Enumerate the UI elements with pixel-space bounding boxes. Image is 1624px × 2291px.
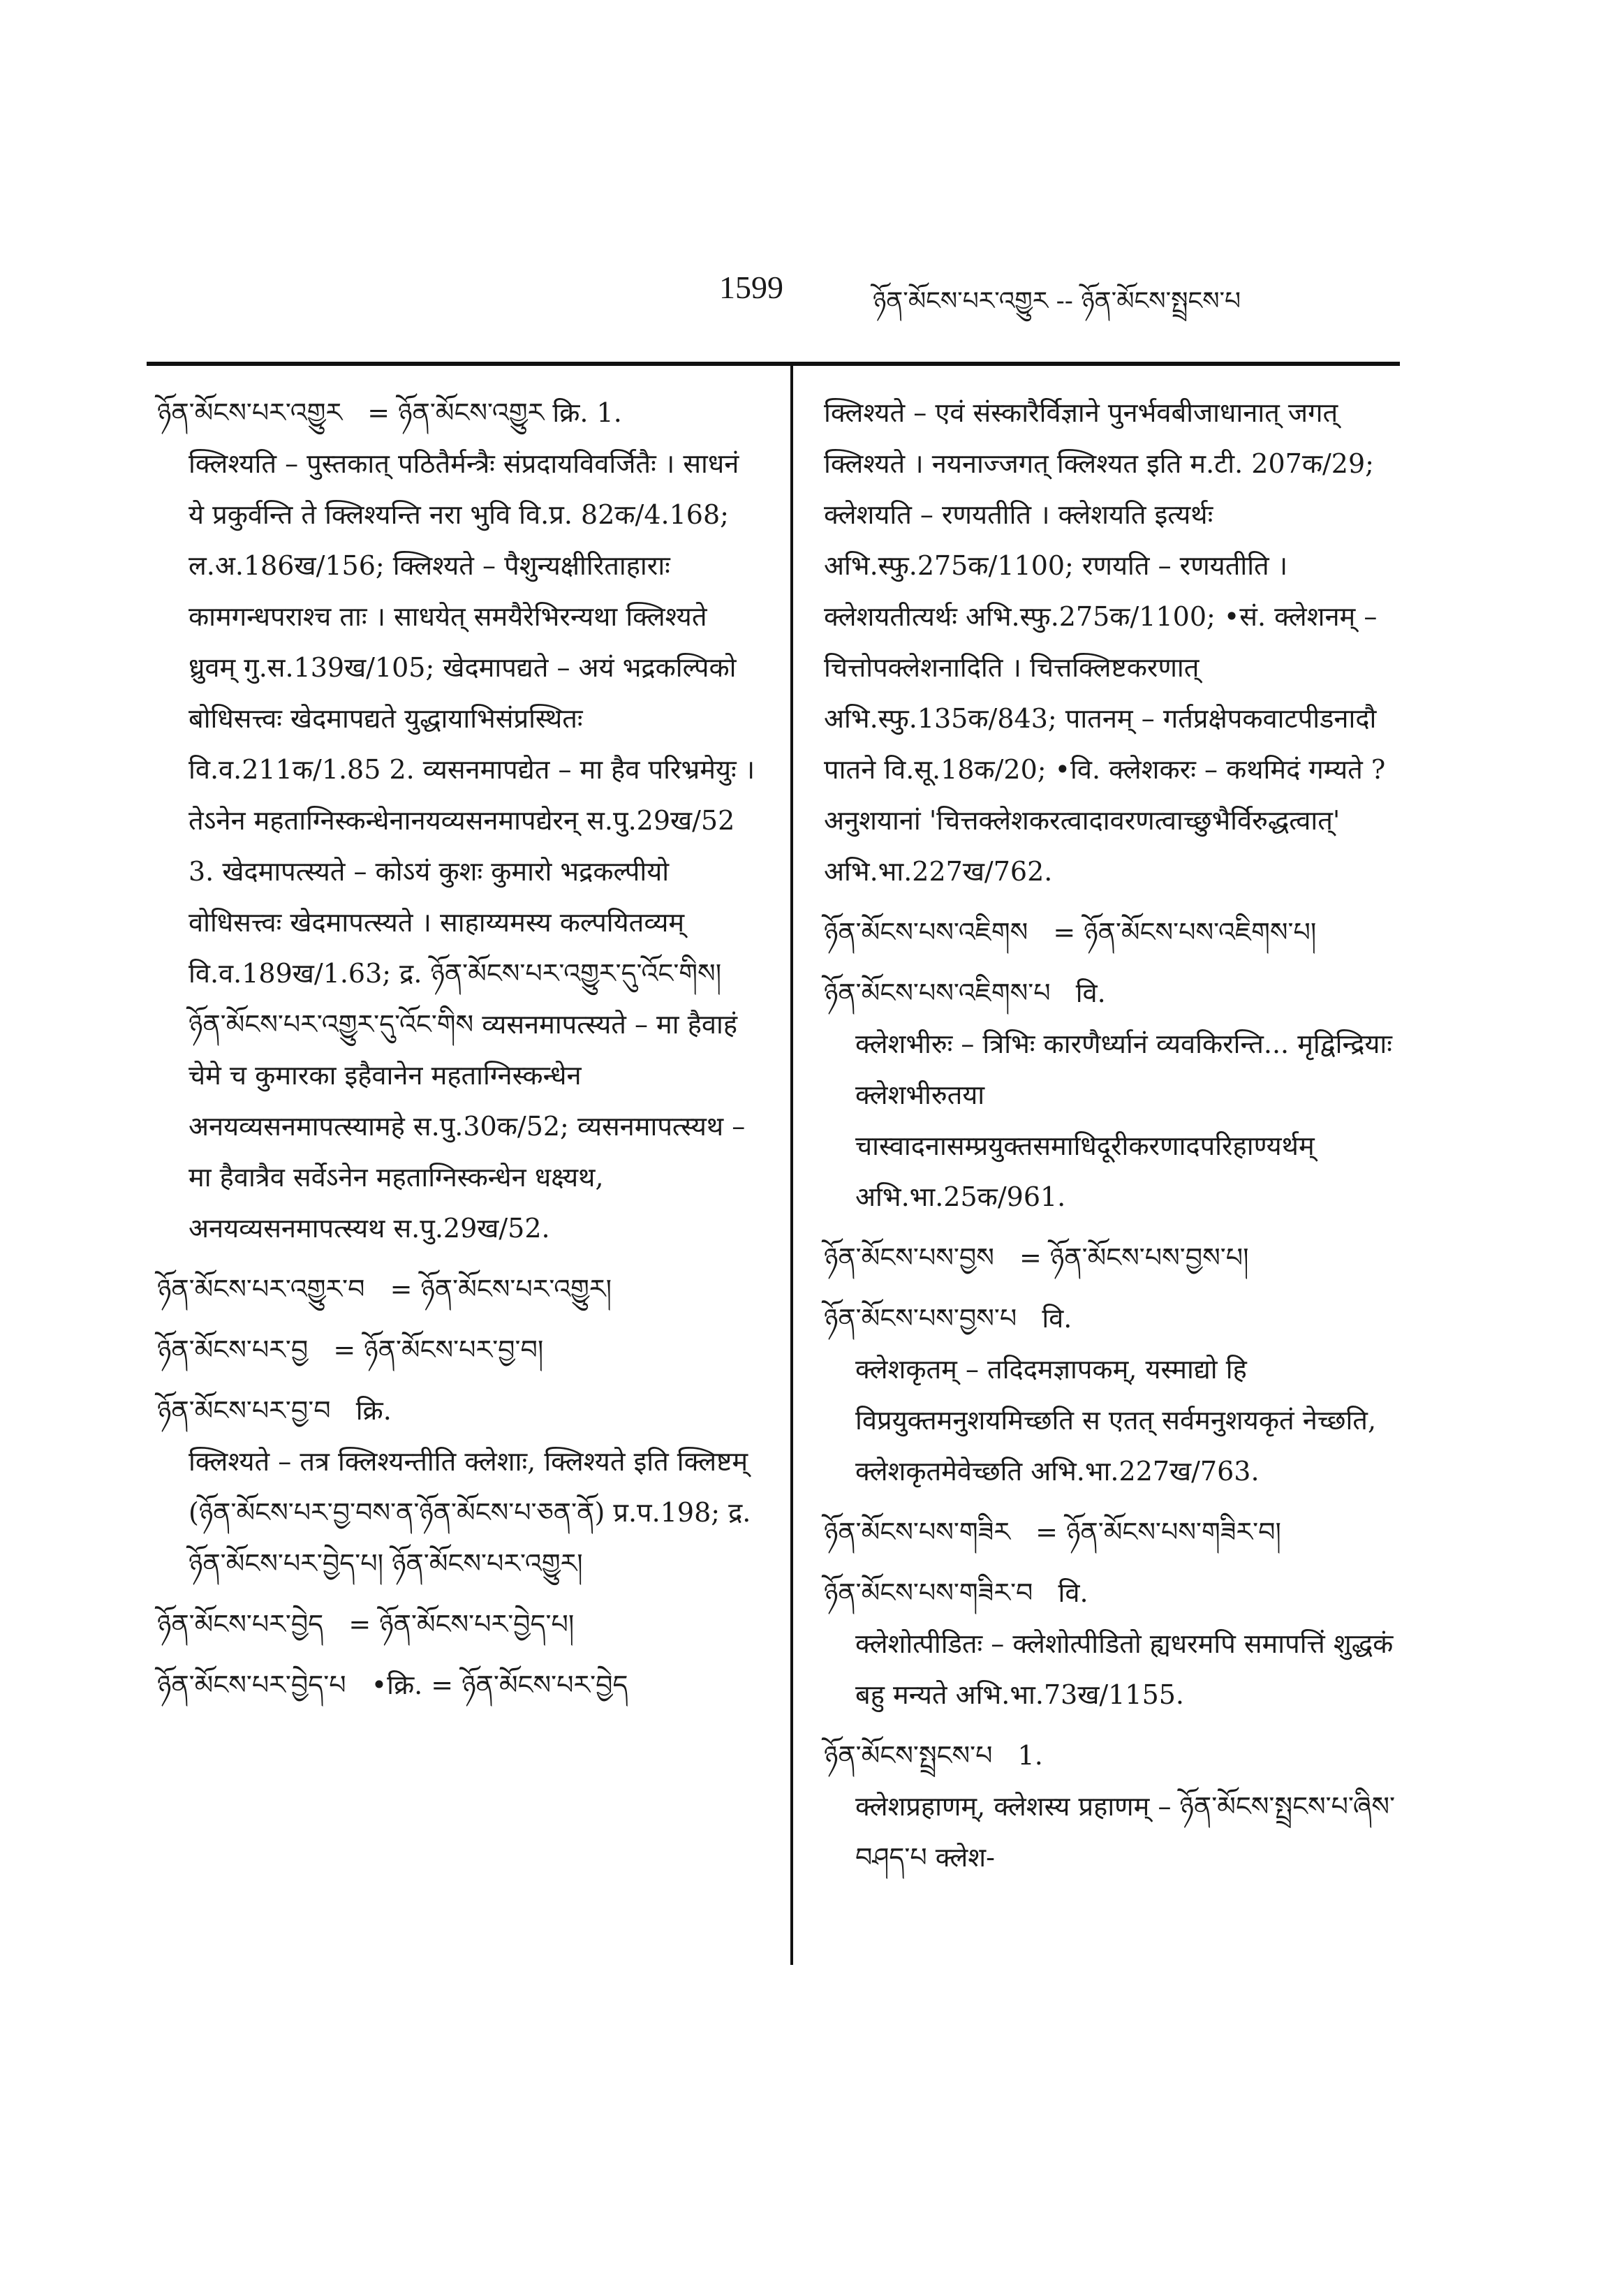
dictionary-entry (157, 1264, 758, 1315)
entry-headword: ཉོན་མོངས་པར་བྱ་བ (157, 1395, 331, 1426)
entry-gloss: क्रि. (355, 1395, 392, 1426)
subentry-text: व्यसनमापत्स्यते – मा हैवाहं चेमे च कुमारका इहैवानेन महताग्निस्कन्धेन अनयव्यसनमापत्स्यामहे स.पु.30क/52; व्यसनमापत्स्यथ – मा हैवात्रैव सर्वेऽनेन महताग्निस्कन्धेन धक्ष्यथ, अनयव्यसनमापत्स्यथ स.पु.29ख/52. (189, 1009, 746, 1244)
entry-headword: ཉོན་མོངས་པས་བྱས་པ (824, 1303, 1017, 1334)
entry-headword: ཉོན་མོངས་པར་འགྱུར (157, 397, 343, 428)
entry-gloss: = ཉོན་མོངས་པས་གཟིར་བ། (1035, 1517, 1281, 1547)
entry-gloss: वि. (1058, 1577, 1088, 1608)
entry-headword: ཉོན་མོངས་པར་བྱེད་པ (157, 1670, 346, 1700)
entry-text: क्लिश्यति – पुस्तकात् पठितैर्मन्त्रैः संप्रदायविवर्जितैः । साधनं ये प्रकुर्वन्ति ते क्लिश्यन्ति नरा भुवि वि.प्र. 82क/4.168; ल.अ.186ख/156; क्लिश्यते – पैशुन्यक्षीरिताहाराः कामगन्धपराश्च ताः । साधयेत् समयैरेभिरन्यथा क्लिश्यते ध्रुवम् गु.स.139ख/105; खेदमापद्यते – अयं भद्रकल्पिको बोधिसत्त्वः खेदमापद्यते युद्धायाभिसंप्रस्थितः वि.व.211क/1.85 2. व्यसनमापद्येत – मा हैव परिभ्रमेयुः । तेऽनेन महताग्निस्कन्धेनानयव्यसनमापद्येरन् स.पु.29ख/52 3. खेदमापत्स्यते – कोऽयं कुशः कुमारो भद्रकल्पीयो वोधिसत्त्वः खेदमापत्स्यते । साहाय्यमस्य कल्पयितव्यम् वि.व.189ख/1.63; द्र. ཉོན་མོངས་པར་འགྱུར་དུ་འོང་གིས། (189, 448, 755, 989)
entry-headword: ཉོན་མོངས་པས་གཟིར (824, 1517, 1011, 1547)
right-column (824, 388, 1403, 1893)
dictionary-entry (824, 1507, 1403, 1558)
dictionary-entry (824, 907, 1403, 958)
entry-text: क्लेशकृतम् – तदिदमज्ञापकम्, यस्माद्यो हि विप्रयुक्तमनुशयमिच्छति स एतत् सर्वमनुशयकृतं नेच्छति, क्लेशकृतमेवेच्छति अभि.भा.227ख/763. (855, 1354, 1377, 1487)
entry-gloss: = ཉོན་མོངས་པས་བྱས་པ། (1019, 1242, 1249, 1273)
entry-headword: ཉོན་མོངས་པར་བྱ (157, 1334, 309, 1365)
column-divider (790, 366, 793, 1965)
dictionary-entry (824, 388, 1403, 897)
entry-text: क्लिश्यते – तत्र क्लिश्यन्तीति क्लेशाः, क्लिश्यते इति क्लिष्टम् (ཉོན་མོངས་པར་བྱ་བས་ན་ཉོན་མོངས་པ་ཅན་ནོ) प्र.प.198; द्र. ཉོན་མོངས་པར་བྱེད་པ། ཉོན་མོངས་པར་འགྱུར། (189, 1446, 751, 1579)
entry-gloss: = ཉོན་མོངས་པར་བྱ་བ། (333, 1334, 544, 1365)
entry-headword: ཉོན་མོངས་པས་འཇིགས་པ (824, 978, 1051, 1008)
page-number: 1599 (719, 270, 783, 305)
entry-gloss: वि. (1075, 978, 1106, 1008)
header-rule (147, 362, 1400, 366)
entry-gloss: वि. (1042, 1303, 1072, 1334)
entry-text: क्लेशोत्पीडितः – क्लेशोत्पीडितो ह्यधरमपि समापत्तिं शुद्धकं बहु मन्यते अभि.भा.73ख/1155. (855, 1628, 1394, 1710)
entry-gloss: 1. (1017, 1740, 1043, 1771)
entry-headword: ཉོན་མོངས་སྤྲངས་པ (824, 1740, 993, 1771)
dictionary-entry (824, 1730, 1403, 1883)
entry-headword: ཉོན་མོངས་པས་བྱས (824, 1242, 994, 1273)
dictionary-entry (157, 1385, 758, 1589)
entry-gloss: = ཉོན་མོངས་པར་འགྱུར། (390, 1274, 612, 1304)
entry-text: क्लेशप्रहाणम्, क्लेशस्य प्रहाणम् – ཉོན་མོངས་སྤྲངས་པ་ཞིས་བཤད་པ क्लेश- (855, 1791, 1396, 1873)
entry-gloss: = ཉོན་མོངས་པར་བྱེད་པ། (348, 1609, 575, 1640)
entry-headword: ཉོན་མོངས་པས་གཟིར་བ (824, 1577, 1033, 1608)
left-column (157, 388, 758, 1721)
dictionary-entry (824, 1568, 1403, 1721)
entry-gloss: •क्रि. = ཉོན་མོངས་པར་བྱེད (371, 1670, 628, 1700)
running-head: ཉོན་མོངས་པར་འགྱུར -- ཉོན་མོངས་སྤྲངས་པ (873, 287, 1241, 316)
dictionary-entry (157, 1660, 758, 1711)
entry-headword: ཉོན་མོངས་པར་འགྱུར་བ (157, 1274, 365, 1304)
dictionary-entry (824, 1293, 1403, 1497)
dictionary-entry (824, 1232, 1403, 1283)
entry-headword: ཉོན་མོངས་པས་འཇིགས (824, 917, 1028, 948)
entry-headword: ཉོན་མོངས་པར་བྱེད (157, 1609, 324, 1640)
dictionary-entry (824, 968, 1403, 1223)
entry-text: क्लेशभीरुः – त्रिभिः कारणैर्ध्यानं व्यवकिरन्ति... मृद्विन्द्रियाः क्लेशभीरुतया चास्वादनासम्प्रयुक्तसमाधिदूरीकरणादपरिहाण्यर्थम् अभि.भा.25क/961. (855, 1029, 1392, 1212)
subentry (157, 999, 758, 1254)
subentry-headword: ཉོན་མོངས་པར་འགྱུར་དུ་འོང་གིས (189, 1009, 474, 1040)
entry-gloss: = ཉོན་མོངས་འགྱུར क्रि. 1. (367, 397, 622, 428)
entry-gloss: = ཉོན་མོངས་པས་འཇིགས་པ། (1053, 917, 1317, 948)
dictionary-entry (157, 1599, 758, 1650)
entry-text: क्लिश्यते – एवं संस्कारैर्विज्ञाने पुनर्भवबीजाधानात् जगत् क्लिश्यते । नयनाज्जगत् क्लिश्यत इति म.टी. 207क/29; क्लेशयति – रणयतीति । क्लेशयति इत्यर्थः अभि.स्फु.275क/1100; रणयति – रणयतीति । क्लेशयतीत्यर्थः अभि.स्फु.275क/1100; •सं. क्लेशनम् – चित्तोपक्लेशनादिति । चित्तक्लिष्टकरणात् अभि.स्फु.135क/843; पातनम् – गर्तप्रक्षेपकवाटपीडनादौ पातने वि.सू.18क/20; •वि. क्लेशकरः – कथमिदं गम्यते ? अनुशयानां 'चित्तक्लेशकरत्वादावरणत्वाच्छुभैर्विरुद्धत्वात्' अभि.भा.227ख/762. (824, 397, 1386, 887)
dictionary-entry (157, 388, 758, 1254)
dictionary-entry (157, 1325, 758, 1376)
